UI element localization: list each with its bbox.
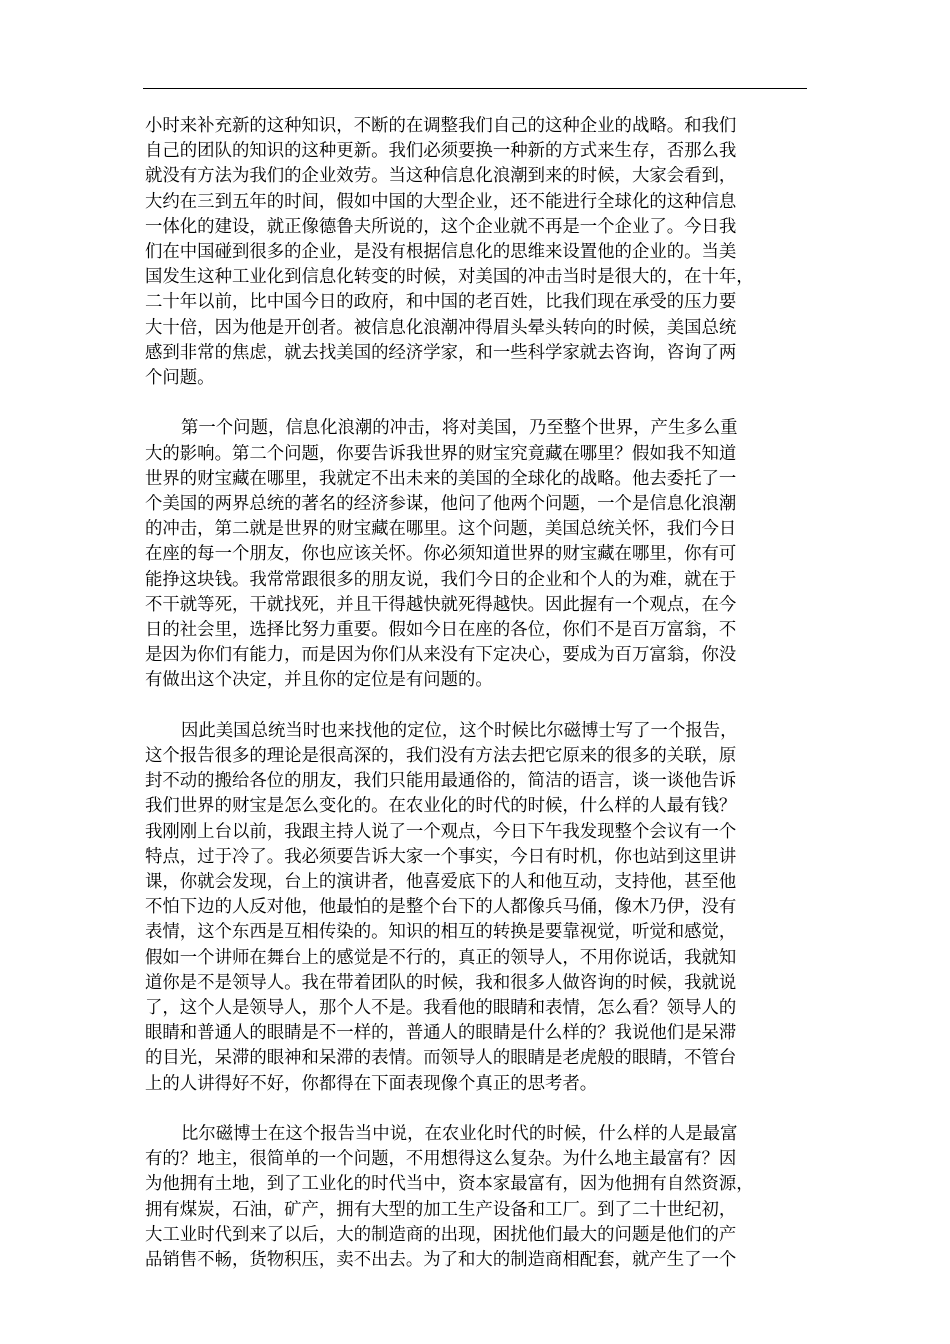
text-line: 这个报告很多的理论是很高深的，我们没有方法去把它原来的很多的关联，原 (145, 746, 737, 767)
text-line: 世界的财宝藏在哪里，我就定不出未来的美国的全球化的战略。他去委托了一 (145, 468, 737, 489)
text-line: 了，这个人是领导人，那个人不是。我看他的眼睛和表情，怎么看？领导人的 (145, 998, 737, 1019)
text-line: 大工业时代到来了以后，大的制造商的出现，困扰他们最大的问题是他们的产 (145, 1224, 737, 1245)
text-line: 我刚刚上台以前，我跟主持人说了一个观点，今日下午我发现整个会议有一个 (145, 821, 737, 842)
text-line: 在座的每一个朋友，你也应该关怀。你必须知道世界的财宝藏在哪里，你有可 (145, 544, 737, 565)
text-line: 封不动的搬给各位的朋友，我们只能用最通俗的，简洁的语言，谈一谈他告诉 (145, 771, 737, 792)
text-line: 国发生这种工业化到信息化转变的时候，对美国的冲击当时是很大的，在十年， (145, 267, 754, 288)
text-line: 为他拥有土地，到了工业化的时代当中，资本家最富有，因为他拥有自然资源， (145, 1174, 754, 1195)
text-line: 大十倍，因为他是开创者。被信息化浪潮冲得眉头晕头转向的时候，美国总统 (145, 317, 737, 338)
text-line: 能挣这块钱。我常常跟很多的朋友说，我们今日的企业和个人的为难，就在于 (145, 569, 737, 590)
text-line: 就没有方法为我们的企业效劳。当这种信息化浪潮到来的时候，大家会看到， (145, 166, 737, 187)
text-line: 有的？地主，很简单的一个问题，不用想得这么复杂。为什么地主最富有？因 (145, 1149, 737, 1170)
text-line: 比尔磁博士在这个报告当中说，在农业化时代的时候，什么样的人是最富 (181, 1124, 738, 1145)
text-line: 有做出这个决定，并且你的定位是有问题的。 (145, 670, 493, 691)
text-line: 品销售不畅，货物积压，卖不出去。为了和大的制造商相配套，就产生了一个 (145, 1250, 737, 1271)
header-rule (143, 88, 807, 89)
text-line: 的目光，呆滞的眼神和呆滞的表情。而领导人的眼睛是老虎般的眼睛，不管台 (145, 1048, 737, 1069)
text-line: 二十年以前，比中国今日的政府，和中国的老百姓，比我们现在承受的压力要 (145, 292, 737, 313)
text-line: 们在中国碰到很多的企业，是没有根据信息化的思维来设置他的企业的。当美 (145, 242, 737, 263)
text-line: 小时来补充新的这种知识，不断的在调整我们自己的这种企业的战略。和我们 (145, 116, 737, 136)
text-line: 自己的团队的知识的这种更新。我们必须要换一种新的方式来生存，否那么我 (145, 141, 737, 162)
body-text (145, 114, 805, 1273)
text-line: 特点，过于冷了。我必须要告诉大家一个事实，今日有时机，你也站到这里讲 (145, 846, 737, 867)
text-line: 个美国的两界总统的著名的经济参谋，他问了他两个问题，一个是信息化浪潮 (145, 494, 737, 515)
text-line: 课，你就会发现，台上的演讲者，他喜爱底下的人和他互动，支持他，甚至他 (145, 872, 737, 893)
text-line: 拥有煤炭，石油，矿产，拥有大型的加工生产设备和工厂。到了二十世纪初， (145, 1199, 737, 1220)
text-line: 大约在三到五年的时间，假如中国的大型企业，还不能进行全球化的这种信息 (145, 191, 737, 212)
text-line: 不怕下边的人反对他，他最怕的是整个台下的人都像兵马俑，像木乃伊，没有 (145, 897, 737, 918)
paragraph (145, 114, 805, 391)
text-line: 眼睛和普通人的眼睛是不一样的，普通人的眼睛是什么样的？我说他们是呆滞 (145, 1023, 737, 1044)
text-line: 日的社会里，选择比努力重要。假如今日在座的各位，你们不是百万富翁，不 (145, 620, 737, 641)
text-line: 感到非常的焦虑，就去找美国的经济学家，和一些科学家就去咨询，咨询了两 (145, 342, 737, 363)
text-line: 的冲击，第二就是世界的财宝藏在哪里。这个问题，美国总统关怀，我们今日 (145, 519, 737, 540)
paragraph (145, 1122, 805, 1273)
text-line: 大的影响。第二个问题，你要告诉我世界的财宝究竟藏在哪里？假如我不知道 (145, 443, 737, 464)
text-line: 我们世界的财宝是怎么变化的。在农业化的时代的时候，什么样的人最有钱？ (145, 796, 737, 817)
paragraph (145, 416, 805, 693)
text-line: 道你是不是领导人。我在带着团队的时候，我和很多人做咨询的时候，我就说 (145, 972, 737, 993)
text-line: 假如一个讲师在舞台上的感觉是不行的，真正的领导人，不用你说话，我就知 (145, 947, 737, 968)
text-line: 上的人讲得好不好，你都得在下面表现像个真正的思考者。 (145, 1073, 598, 1094)
text-line: 因此美国总统当时也来找他的定位，这个时候比尔磁博士写了一个报告， (181, 720, 738, 741)
text-line: 不干就等死，干就找死，并且干得越快就死得越快。因此握有一个观点，在今 (145, 594, 737, 615)
text-line: 个问题。 (145, 368, 215, 389)
text-line: 是因为你们有能力，而是因为你们从来没有下定决心，要成为百万富翁，你没 (145, 645, 737, 666)
text-line: 一体化的建设，就正像德鲁夫所说的，这个企业就不再是一个企业了。今日我 (145, 216, 737, 237)
text-line: 表情，这个东西是互相传染的。知识的相互的转换是要靠视觉，听觉和感觉， (145, 922, 737, 943)
paragraph (145, 719, 805, 1097)
text-line: 第一个问题，信息化浪潮的冲击，将对美国，乃至整个世界，产生多么重 (181, 418, 738, 439)
